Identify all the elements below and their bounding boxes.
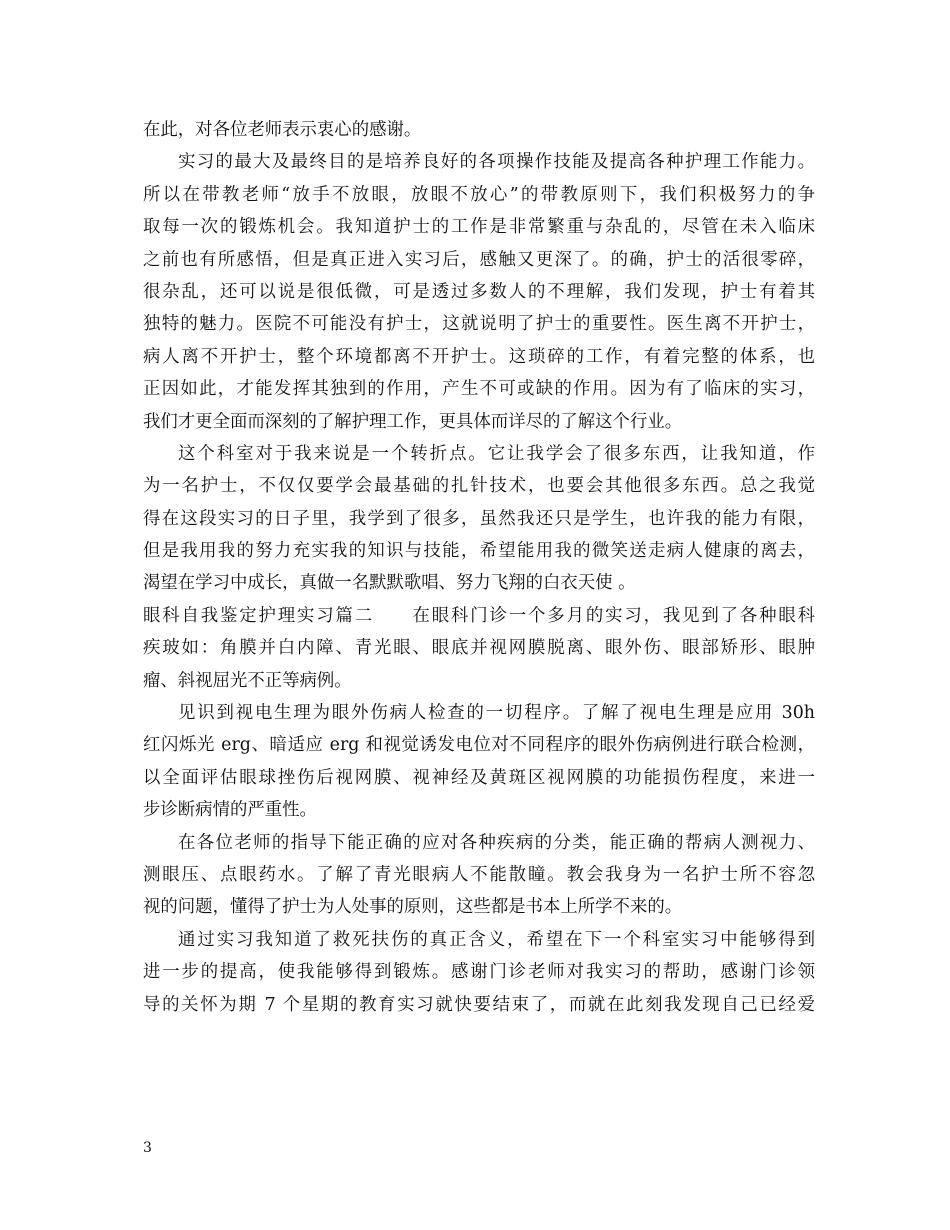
- text-line: 得在这段实习的日子里，我学到了很多，虽然我还只是学生，也许我的能力有限，: [143, 508, 815, 529]
- text-line: 但是我用我的努力充实我的知识与技能，希望能用我的微笑送走病人健康的离去，: [143, 541, 815, 562]
- text-line: 疾玻如：角膜并白内障、青光眼、眼底并视网膜脱离、眼外伤、眼部矫形、眼肿: [143, 638, 815, 659]
- text-line: 实习的最大及最终目的是培养良好的各项操作技能及提高各种护理工作能力。: [178, 152, 815, 173]
- text-line: 导的关怀为期 7 个星期的教育实习就快要结束了，而就在此刻我发现自己已经爱: [143, 994, 815, 1015]
- text-line: 在各位老师的指导下能正确的应对各种疾病的分类，能正确的帮病人测视力、: [178, 832, 815, 853]
- page-number: 3: [143, 1140, 152, 1156]
- text-line: 我们才更全面而深刻的了解护理工作，更具体而详尽的了解这个行业。: [143, 411, 683, 432]
- text-line: 红闪烁光 erg、暗适应 erg 和视觉诱发电位对不同程序的眼外伤病例进行联合检测，: [143, 735, 815, 756]
- text-line: 渴望在学习中成长，真做一名默默歌唱、努力飞翔的白衣天使 。: [143, 573, 636, 594]
- text-line: 取每一次的锻炼机会。我知道护士的工作是非常繁重与杂乱的，尽管在未入临床: [143, 217, 815, 238]
- text-line: 进一步的提高，使我能够得到锻炼。感谢门诊老师对我实习的帮助，感谢门诊领: [143, 962, 815, 983]
- text-line: 以全面评估眼球挫伤后视网膜、视神经及黄斑区视网膜的功能损伤程度，来进一: [143, 767, 815, 788]
- text-line: 步诊断病情的严重性。: [143, 800, 317, 821]
- document-body: [143, 114, 815, 1021]
- text-line: 之前也有所感悟，但是真正进入实习后，感触又更深了。的确，护士的活很零碎，: [143, 249, 815, 270]
- text-line: 视的问题，懂得了护士为人处事的原则，这些都是书本上所学不来的。: [143, 897, 683, 918]
- text-line: 这个科室对于我来说是一个转折点。它让我学会了很多东西，让我知道，作: [178, 443, 815, 464]
- text-line: 病人离不开护士，整个环境都离不开护士。这琐碎的工作，有着完整的体系，也: [143, 346, 815, 367]
- text-line: 很杂乱，还可以说是很低微，可是透过多数人的不理解，我们发现，护士有着其: [143, 281, 815, 302]
- text-line: 瘤、斜视屈光不正等病例。: [143, 670, 352, 691]
- text-line: 所以在带教老师“放手不放眼，放眼不放心”的带教原则下，我们积极努力的争: [143, 184, 815, 205]
- text-line: 测眼压、点眼药水。了解了青光眼病人不能散瞳。教会我身为一名护士所不容忽: [143, 864, 815, 885]
- text-line: 见识到视电生理为眼外伤病人检查的一切程序。了解了视电生理是应用 30h: [178, 703, 815, 724]
- text-line: 正因如此，才能发挥其独到的作用，产生不可或缺的作用。因为有了临床的实习，: [143, 379, 815, 400]
- text-line: 独特的魅力。医院不可能没有护士，这就说明了护士的重要性。医生离不开护士，: [143, 314, 815, 335]
- text-line: 为一名护士，不仅仅要学会最基础的扎针技术，也要会其他很多东西。总之我觉: [143, 476, 815, 497]
- text-line: 通过实习我知道了救死扶伤的真正含义，希望在下一个科室实习中能够得到: [178, 929, 815, 950]
- text-line: 眼科自我鉴定护理实习篇二 在眼科门诊一个多月的实习，我见到了各种眼科: [143, 605, 815, 626]
- text-line: 在此，对各位老师表示衷心的感谢。: [143, 120, 422, 140]
